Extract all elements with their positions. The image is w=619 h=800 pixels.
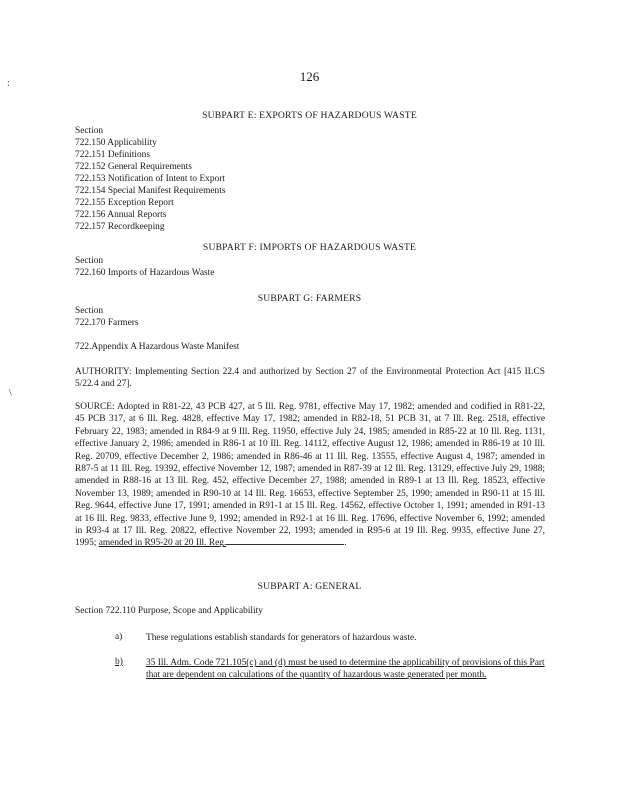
subpart-f-heading: SUBPART F: IMPORTS OF HAZARDOUS WASTE <box>202 242 417 253</box>
toc-entry: 722.160 Imports of Hazardous Waste <box>75 268 215 278</box>
margin-mark-top: : <box>7 78 10 89</box>
item-label: a) <box>115 632 123 642</box>
source-amendment: amended in R95-20 at 20 Ill. Reg. <box>98 538 227 549</box>
margin-mark-middle: \ <box>9 388 12 399</box>
source-text: SOURCE: Adopted in R81-22, 43 PCB 427, at 5 Ill. Reg. 9781, effective May 17, 1982; amended and codified in R81-22, 45 PCB 317, at 6 Ill. Reg. 4828, effective May 17, 1982; amended in R82-18, 51 PCB 31, at 7 Ill. Reg. 2518, effective February 22, 1983; amended in R84-9 at 9 Ill. Reg. 11950, effective July 24, 1985; amended in R85-22 at 10 Ill. Reg. 1131, effective January 2, 1986; amended in R86-1 at 10 Ill. Reg. 14112, effective August 12, 1986; amended in R86-19 at 10 Ill. Reg. 20709, effective December 2, 1986; amended in R86-46 at 11 Ill. Reg. 13555, effective August 4, 1987; amended in R87-5 at 11 Ill. Reg. 19392, effective November 12, 1987; amended in R87-39 at 12 Ill. Reg. 13129, effective July 29, 1988; amended in R88-16 at 13 Ill. Reg. 452, effective December 27, 1988; amended in R89-1 at 13 Ill. Reg. 18523, effective November 13, 1989; amended in R90-10 at 14 Ill. Reg. 16653, effective September 25, 1990; amended in R90-11 at 15 Ill. Reg. 9644, effective June 17, 1991; amended in R91-1 at 15 Ill. Reg. 14562, effective October 1, 1991; amended in R91-13 at 16 Ill. Reg. 9833, effective June 9, 1992; amended in R92-1 at 16 Ill. Reg. 17696, effective November 6, 1992; amended in R93-4 at 17 Ill. Reg. 20822, effective November 22, 1993; amended in R95-6 at 19 Ill. Reg. 9935, effective June 27, 1995; <box>75 402 545 549</box>
toc-entry: 722.156 Annual Reports <box>75 210 167 220</box>
item-label: b) <box>115 657 123 667</box>
authority-note <box>75 366 545 391</box>
appendix-entry: 722.Appendix A Hazardous Waste Manifest <box>75 342 240 352</box>
toc-entry: 722.153 Notification of Intent to Export <box>75 174 225 184</box>
source-note <box>75 401 545 550</box>
item-text: These regulations establish standards for generators of hazardous waste. <box>146 633 417 643</box>
subpart-a-heading: SUBPART A: GENERAL <box>257 581 362 592</box>
blank-line <box>226 544 344 545</box>
toc-entry: 722.170 Farmers <box>75 318 139 328</box>
subpart-g-heading: SUBPART G: FARMERS <box>257 293 362 304</box>
section-title: Section 722.110 Purpose, Scope and Applicability <box>75 606 263 616</box>
toc-entry: 722.157 Recordkeeping <box>75 222 165 232</box>
toc-entry: 722.154 Special Manifest Requirements <box>75 186 226 196</box>
page-number: 126 <box>299 69 320 84</box>
subpart-e-section-label: Section <box>75 126 104 136</box>
subpart-e-heading: SUBPART E: EXPORTS OF HAZARDOUS WASTE <box>202 110 417 121</box>
toc-entry: 722.155 Exception Report <box>75 198 174 208</box>
subpart-f-section-label: Section <box>75 256 104 266</box>
toc-entry: 722.152 General Requirements <box>75 162 192 172</box>
source-tail: . <box>344 538 347 549</box>
item-text: 35 Ill. Adm. Code 721.105(c) and (d) must be used to determine the applicability of provisions of this Part that are dependent on calculations of the quantity of hazardous waste generated per month. <box>146 658 545 681</box>
toc-entry: 722.150 Applicability <box>75 138 157 148</box>
authority-text: AUTHORITY: Implementing Section 22.4 and authorized by Section 27 of the Environmental Protection Act [415 ILCS 5/22.4 and 27]. <box>75 367 545 390</box>
toc-entry: 722.151 Definitions <box>75 150 150 160</box>
subpart-g-section-label: Section <box>75 306 104 316</box>
